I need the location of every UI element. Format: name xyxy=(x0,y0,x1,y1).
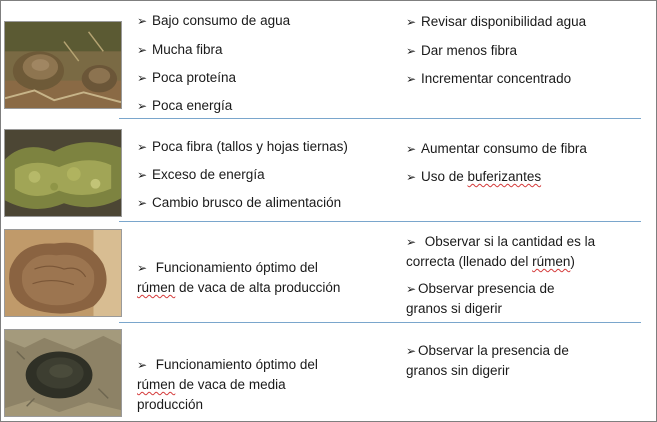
action-item: ➢ Observar la presencia de granos sin digerir xyxy=(406,343,569,378)
sign-item: ➢ Bajo consumo de agua xyxy=(137,11,290,31)
feces-photo-dark-pat xyxy=(4,329,122,417)
arrow-bullet-icon: ➢ xyxy=(137,168,148,182)
sign-item: ➢ Cambio brusco de alimentación xyxy=(137,193,341,213)
arrow-bullet-icon: ➢ xyxy=(137,71,148,85)
arrow-bullet-icon: ➢ xyxy=(137,99,148,113)
action-item: ➢ Incrementar concentrado xyxy=(406,69,571,89)
arrow-bullet-icon: ➢ xyxy=(406,15,417,29)
arrow-bullet-icon: ➢ xyxy=(137,43,148,57)
feces-photo-dry-pats xyxy=(4,21,122,109)
arrow-bullet-icon: ➢ xyxy=(137,358,148,372)
sign-item: ➢ Funcionamiento óptimo del rúmen de vaca de alta producción xyxy=(137,260,341,295)
arrow-bullet-icon: ➢ xyxy=(406,142,417,156)
row-divider xyxy=(119,118,641,119)
action-item: ➢ Uso de buferizantes xyxy=(406,167,541,187)
sign-item: ➢ Exceso de energía xyxy=(137,165,265,185)
action-item: ➢ Observar si la cantidad es la correcta (llenado del rúmen) xyxy=(406,234,596,269)
sign-item: ➢ Poca proteína xyxy=(137,68,236,88)
arrow-bullet-icon: ➢ xyxy=(406,344,417,358)
arrow-bullet-icon: ➢ xyxy=(406,235,417,249)
arrow-bullet-icon: ➢ xyxy=(406,44,417,58)
arrow-bullet-icon: ➢ xyxy=(137,196,148,210)
arrow-bullet-icon: ➢ xyxy=(406,282,417,296)
arrow-bullet-icon: ➢ xyxy=(406,72,417,86)
arrow-bullet-icon: ➢ xyxy=(137,14,148,28)
action-item: ➢ Revisar disponibilidad agua xyxy=(406,12,586,32)
row-divider xyxy=(119,322,641,323)
action-item: ➢ Dar menos fibra xyxy=(406,41,517,61)
feces-photo-brown-pat xyxy=(4,229,122,317)
arrow-bullet-icon: ➢ xyxy=(137,261,148,275)
arrow-bullet-icon: ➢ xyxy=(406,170,417,184)
sign-item: ➢ Poca energía xyxy=(137,96,232,116)
arrow-bullet-icon: ➢ xyxy=(137,140,148,154)
row-divider xyxy=(119,221,641,222)
sign-item: ➢ Mucha fibra xyxy=(137,40,223,60)
sign-item: ➢ Poca fibra (tallos y hojas tiernas) xyxy=(137,137,348,157)
feces-photo-loose-green xyxy=(4,129,122,217)
action-item: ➢ Observar presencia de granos si digerir xyxy=(406,281,555,316)
sign-item: ➢ Funcionamiento óptimo del rúmen de vaca de media producción xyxy=(137,357,318,412)
action-item: ➢ Aumentar consumo de fibra xyxy=(406,139,587,159)
